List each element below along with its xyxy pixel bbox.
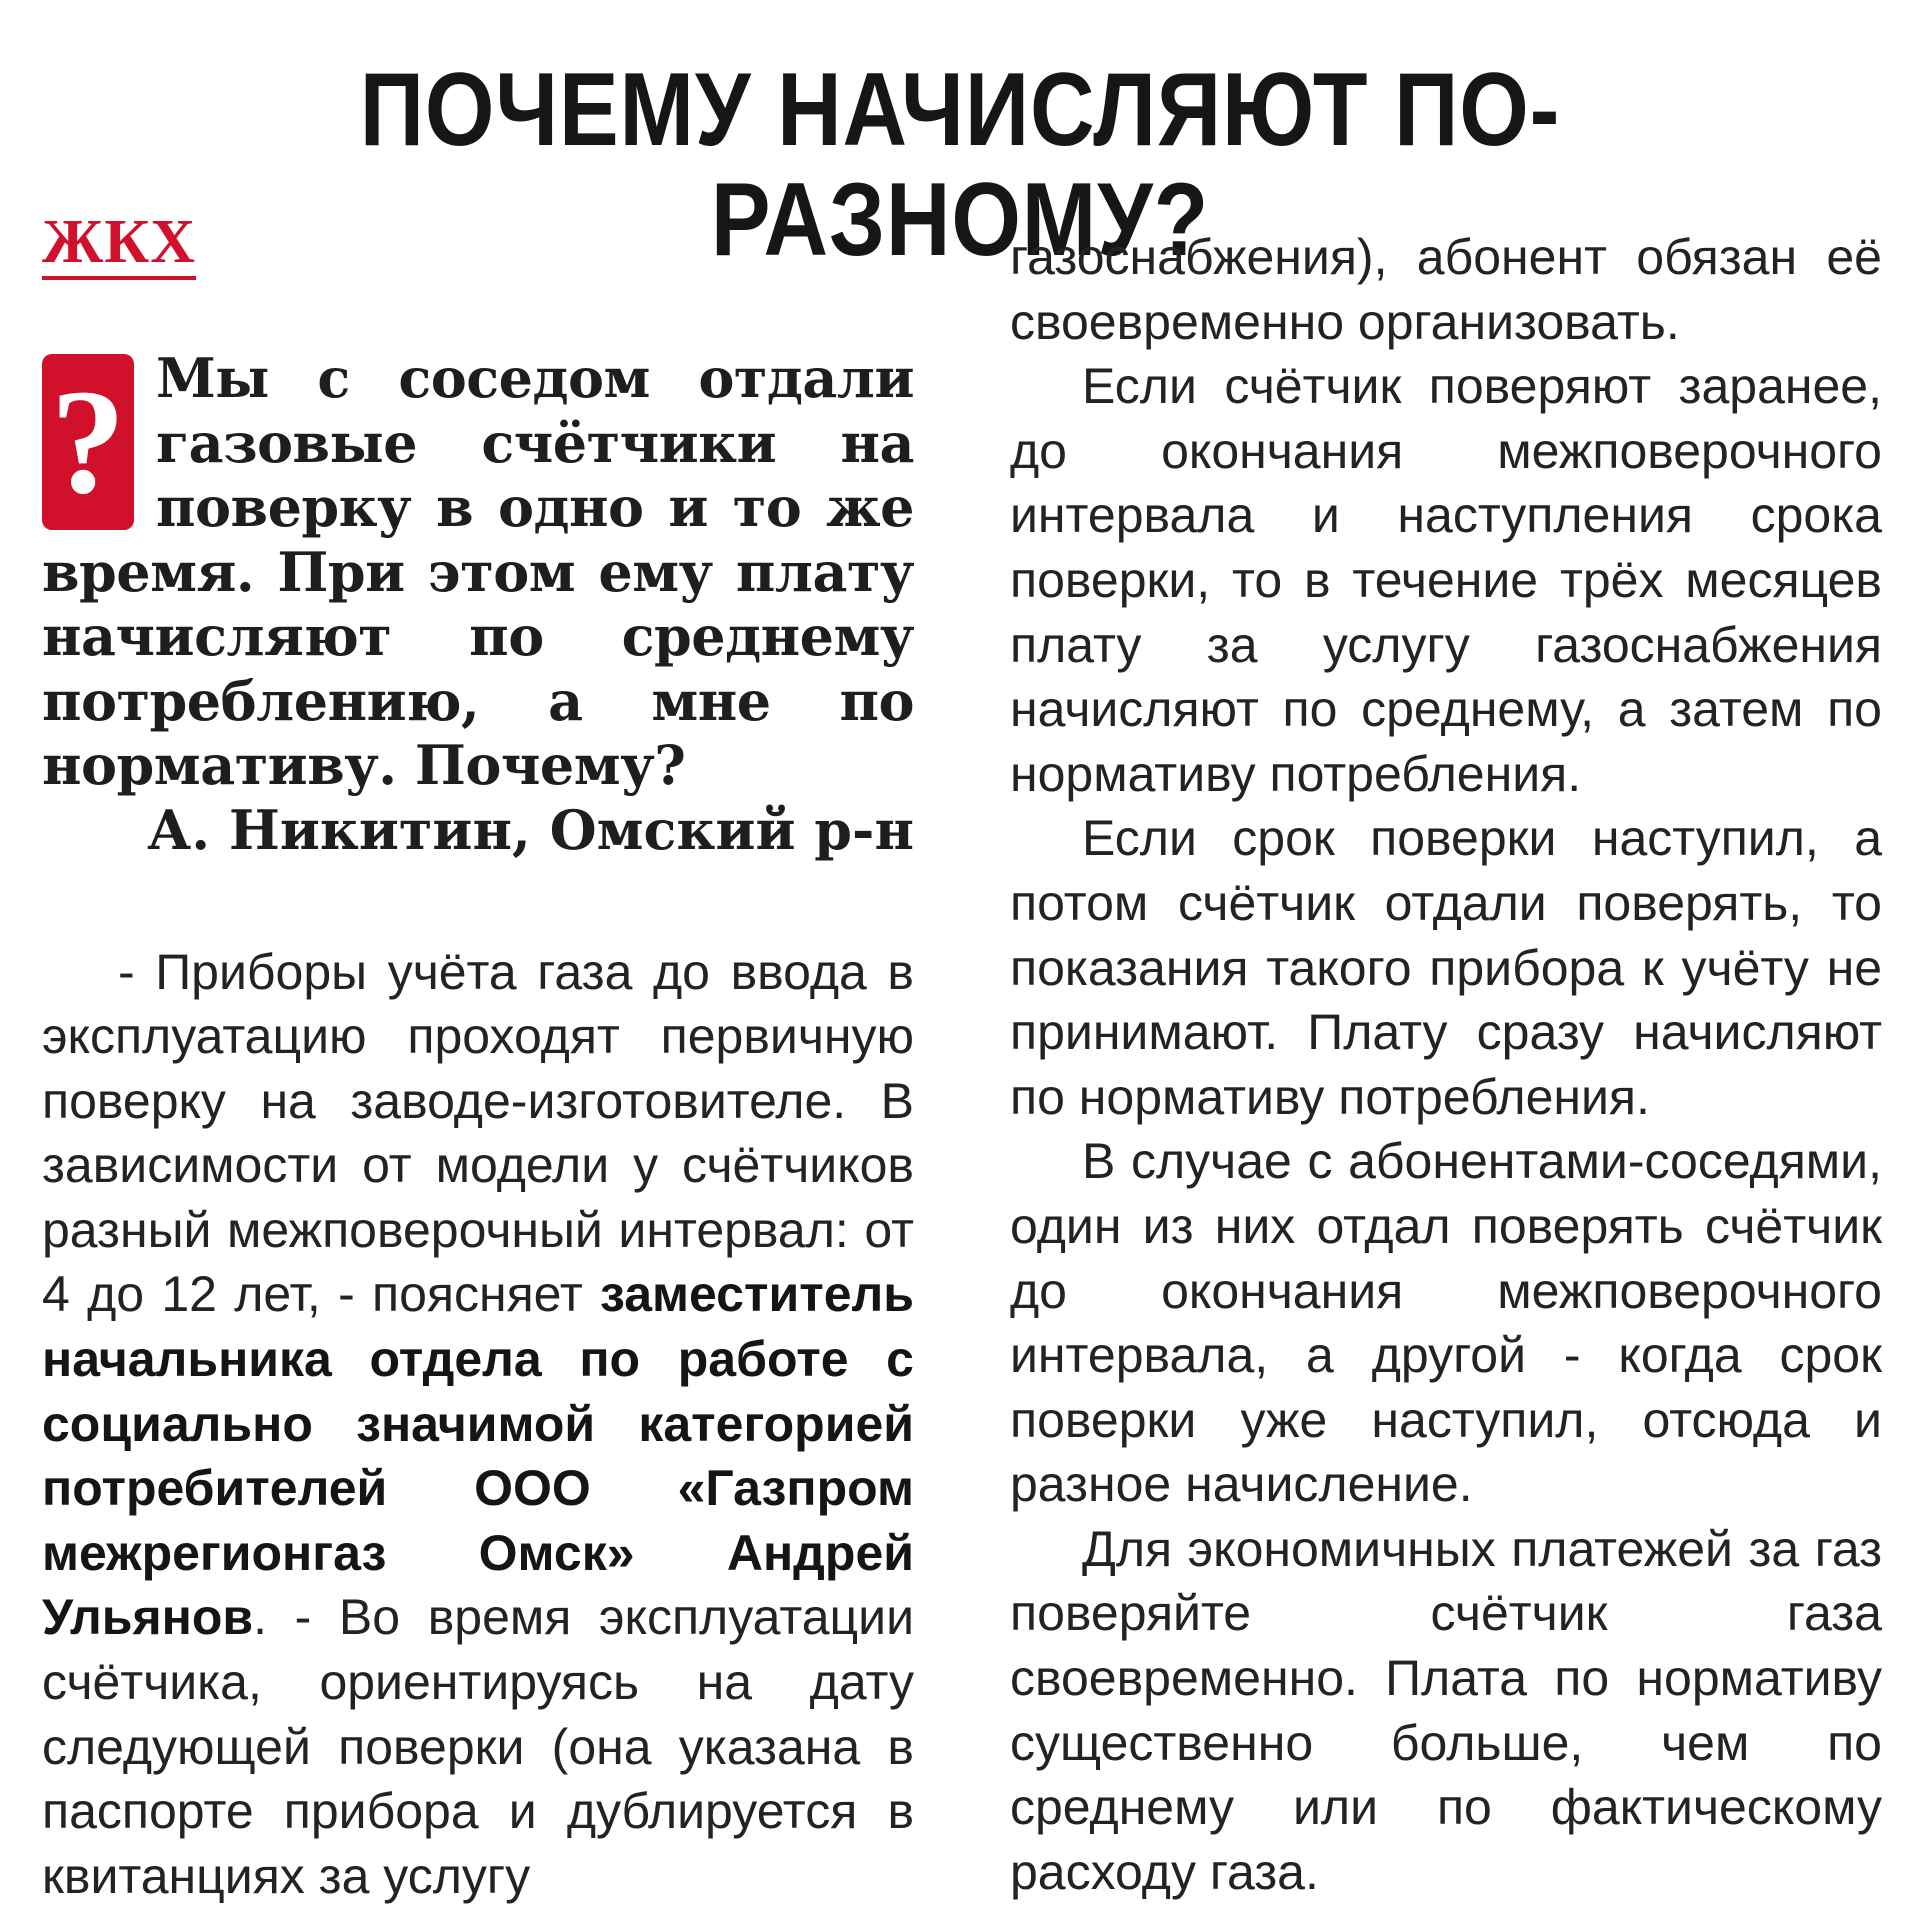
reader-question-block: [42, 346, 914, 862]
paragraph-late-verification: Если срок поверки наступил, а потом счётчик отдали поверять, то показания такого прибора к учёту не принимают. Плату сразу начисляют по нормативу потребления.: [1010, 806, 1882, 1129]
reader-question: Мы с соседом отдали газовые счётчики на поверку в одно и то же время. При этом ему плату начисляют по среднему потреблению, а мне по нормативу. Почему?: [42, 346, 914, 798]
left-column: [42, 210, 914, 1908]
answer-intro: - Приборы учёта газа до ввода в эксплуатацию проходят первичную поверку на заводе-изготовителе. В зависимости от модели у счётчиков разный межповерочный интервал: от 4 до 12 лет, - поясняет: [42, 944, 914, 1323]
answer-speaker: заместитель начальника отдела по работе с социально значимой категорией потребителей ООО «Газпром межрегионгаз Омск» Андрей Ульянов: [42, 1266, 914, 1645]
section-rubric: ЖКХ: [42, 210, 196, 280]
question-signature: А. Никитин, Омский р-н: [42, 798, 914, 862]
paragraph-continued: газоснабжения), абонент обязан её своевременно организовать.: [1010, 225, 1882, 354]
paragraph-neighbors-case: В случае с абонентами-соседями, один из них отдал поверять счётчик до окончания межповерочного интервала, а другой - когда срок поверки уже наступил, отсюда и разное начисление.: [1010, 1129, 1882, 1517]
answer-continuation: . - Во время эксплуатации счётчика, ориентируясь на дату следующей поверки (она указана в паспорте прибора и дублируется в квитанциях за услугу: [42, 1589, 914, 1903]
question-mark-icon: ?: [42, 354, 134, 530]
article-headline: ПОЧЕМУ НАЧИСЛЯЮТ ПО-РАЗНОМУ?: [134, 55, 1785, 275]
paragraph-advice: Для экономичных платежей за газ поверяйте счётчик газа своевременно. Плата по нормативу существенно больше, чем по среднему или по фактическому расходу газа.: [1010, 1517, 1882, 1905]
answer-paragraph: [42, 940, 914, 1908]
paragraph-early-verification: Если счётчик поверяют заранее, до окончания межповерочного интервала и наступления срока поверки, то в течение трёх месяцев плату за услугу газоснабжения начисляют по среднему, а затем по нормативу потребления.: [1010, 354, 1882, 806]
right-column: [1010, 225, 1882, 1904]
